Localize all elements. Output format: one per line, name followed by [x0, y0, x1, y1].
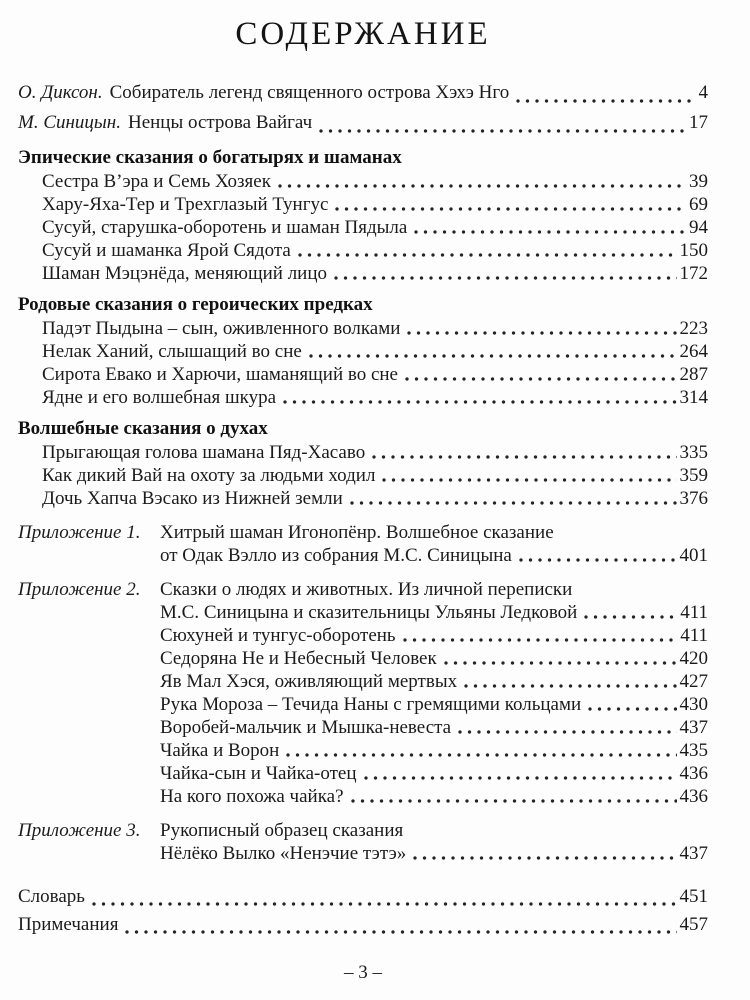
dot-leader	[298, 252, 677, 258]
entry-page-number: 223	[679, 318, 708, 339]
entry-title: Сусуй и шаманка Ярой Сядота	[42, 240, 291, 261]
entry-title: Сусуй, старушка-оборотень и шаман Пядыла	[42, 217, 408, 238]
entry-page-number: 17	[689, 112, 708, 133]
entry-title: Яв Мал Хэся, оживляющий мертвых	[160, 671, 458, 692]
page-title: СОДЕРЖАНИЕ	[235, 16, 491, 52]
entry-page-number: 376	[679, 488, 708, 509]
entry-page-number: 94	[689, 217, 708, 238]
entry-page-number: 411	[680, 625, 708, 646]
appendix-content	[160, 578, 708, 808]
back-matter-entry	[18, 883, 708, 911]
entry-author: М. Синицын.	[18, 112, 121, 133]
entry-title: Дочь Хапча Вэсако из Нижней земли	[42, 488, 343, 509]
entry-page-number: 39	[689, 171, 708, 192]
toc-entry	[42, 386, 708, 409]
toc-entry	[42, 317, 708, 340]
entry-title: Словарь	[18, 886, 85, 907]
dot-leader	[364, 775, 677, 781]
toc-entry	[42, 363, 708, 386]
entry-title: Рука Мороза – Течида Наны с гремящими кольцами	[160, 694, 582, 715]
dot-leader	[403, 637, 678, 643]
author-entry	[18, 78, 708, 108]
dot-leader	[588, 706, 676, 712]
appendix-line	[160, 647, 708, 670]
entry-page-number: 457	[679, 914, 708, 935]
entry-page-number: 436	[679, 763, 708, 784]
entry-title: Как дикий Вай на охоту за людьми ходил	[42, 465, 376, 486]
toc-entry	[42, 441, 708, 464]
appendix-line	[160, 739, 708, 762]
dot-leader	[335, 206, 686, 212]
dot-leader	[278, 183, 686, 189]
entry-page-number: 451	[679, 886, 708, 907]
appendix-line	[160, 819, 708, 842]
entry-page-number: 69	[689, 194, 708, 215]
dot-leader	[319, 128, 686, 134]
toc-entry	[42, 340, 708, 363]
toc-entry	[42, 464, 708, 487]
dot-leader	[584, 614, 677, 620]
toc-entry	[42, 487, 708, 510]
entry-title: Воробей-мальчик и Мышка-невеста	[160, 717, 452, 738]
entry-title: Сестра В’эра и Семь Хозяек	[42, 171, 271, 192]
table-of-contents	[18, 78, 708, 939]
toc-section	[18, 292, 708, 409]
entry-title: Чайка-сын и Чайка-отец	[160, 763, 357, 784]
dot-leader	[414, 229, 686, 235]
dot-leader	[464, 683, 676, 689]
entry-title: Рукописный образец сказания	[160, 820, 404, 841]
appendix-content	[160, 521, 708, 567]
toc-entry	[42, 193, 708, 216]
dot-leader	[405, 376, 677, 382]
entry-page-number: 314	[679, 387, 708, 408]
appendix-line	[160, 521, 708, 544]
dot-leader	[350, 500, 677, 506]
entry-title: Собиратель легенд священного острова Хэхэ Нго	[109, 82, 510, 103]
dot-leader	[444, 660, 677, 666]
entry-title: М.С. Синицына и сказительницы Ульяны Ледковой	[160, 602, 578, 623]
dot-leader	[519, 557, 677, 563]
entry-title: Шаман Мэцэнёда, меняющий лицо	[42, 263, 328, 284]
section-heading: Родовые сказания о героических предках	[18, 294, 373, 315]
dot-leader	[125, 929, 676, 935]
dot-leader	[286, 752, 676, 758]
appendix-line	[160, 624, 708, 647]
toc-section	[18, 145, 708, 285]
entry-page-number: 411	[680, 602, 708, 623]
dot-leader	[283, 399, 676, 405]
toc-entry	[42, 216, 708, 239]
entry-title: Ядне и его волшебная шкура	[42, 387, 277, 408]
section-heading: Эпические сказания о богатырях и шаманах	[18, 147, 402, 168]
entry-title: Ненцы острова Вайгач	[127, 112, 313, 133]
entry-page-number: 287	[679, 364, 708, 385]
toc-entry	[42, 239, 708, 262]
dot-leader	[413, 855, 676, 861]
entry-title: Примечания	[18, 914, 119, 935]
entry-title: Сюхуней и тунгус-оборотень	[160, 625, 396, 646]
footer-page-number: – 3 –	[344, 962, 382, 983]
entry-title: от Одак Вэлло из собрания М.С. Синицына	[160, 545, 512, 566]
entry-title: Хитрый шаман Игонопёнр. Волшебное сказание	[160, 522, 554, 543]
entry-title: Сказки о людях и животных. Из личной переписки	[160, 579, 573, 600]
entry-page-number: 4	[698, 82, 708, 103]
appendix-line	[160, 785, 708, 808]
entry-page-number: 437	[679, 843, 708, 864]
appendix-block	[18, 578, 708, 808]
entry-title: Седоряна Не и Небесный Человек	[160, 648, 437, 669]
entry-title: Прыгающая голова шамана Пяд-Хасаво	[42, 442, 366, 463]
entry-title: Сирота Евако и Харючи, шаманящий во сне	[42, 364, 398, 385]
appendix-line	[160, 842, 708, 865]
section-heading: Волшебные сказания о духах	[18, 418, 268, 439]
author-entries	[18, 78, 708, 138]
entry-title: Нёлёко Вылко «Ненэчие тэтэ»	[160, 843, 407, 864]
dot-leader	[309, 353, 677, 359]
appendix-line	[160, 578, 708, 601]
appendix-line	[160, 544, 708, 567]
back-matter	[18, 883, 708, 939]
entry-title: Хару-Яха-Тер и Трехглазый Тунгус	[42, 194, 329, 215]
author-entry	[18, 108, 708, 138]
back-matter-entry	[18, 911, 708, 939]
entry-page-number: 264	[679, 341, 708, 362]
entry-title: На кого похожа чайка?	[160, 786, 344, 807]
toc-entry	[42, 262, 708, 285]
entry-title: Нелак Ханий, слышащий во сне	[42, 341, 302, 362]
toc-section	[18, 416, 708, 510]
appendix-label: Приложение 3.	[18, 820, 141, 841]
appendix-block	[18, 521, 708, 567]
entry-page-number: 172	[679, 263, 708, 284]
entry-page-number: 430	[679, 694, 708, 715]
entry-page-number: 437	[679, 717, 708, 738]
entry-page-number: 150	[679, 240, 708, 261]
dot-leader	[458, 729, 676, 735]
entry-author: О. Диксон.	[18, 82, 103, 103]
dot-leader	[407, 330, 676, 336]
entry-title: Падэт Пыдына – сын, оживленного волками	[42, 318, 401, 339]
dot-leader	[351, 798, 677, 804]
appendix-line	[160, 693, 708, 716]
entry-page-number: 436	[679, 786, 708, 807]
entry-page-number: 427	[679, 671, 708, 692]
appendix-line	[160, 762, 708, 785]
appendix-label: Приложение 2.	[18, 579, 141, 600]
dot-leader	[382, 477, 676, 483]
entry-page-number: 435	[679, 740, 708, 761]
appendix-line	[160, 601, 708, 624]
entry-page-number: 335	[679, 442, 708, 463]
dot-leader	[92, 901, 677, 907]
toc-entry	[42, 170, 708, 193]
appendix-block	[18, 819, 708, 865]
appendix-line	[160, 670, 708, 693]
entry-page-number: 359	[679, 465, 708, 486]
entry-title: Чайка и Ворон	[160, 740, 280, 761]
appendix-label: Приложение 1.	[18, 522, 141, 543]
dot-leader	[372, 454, 676, 460]
appendix-line	[160, 716, 708, 739]
appendix-content	[160, 819, 708, 865]
entry-page-number: 420	[679, 648, 708, 669]
dot-leader	[334, 275, 676, 281]
entry-page-number: 401	[679, 545, 708, 566]
dot-leader	[516, 98, 695, 104]
